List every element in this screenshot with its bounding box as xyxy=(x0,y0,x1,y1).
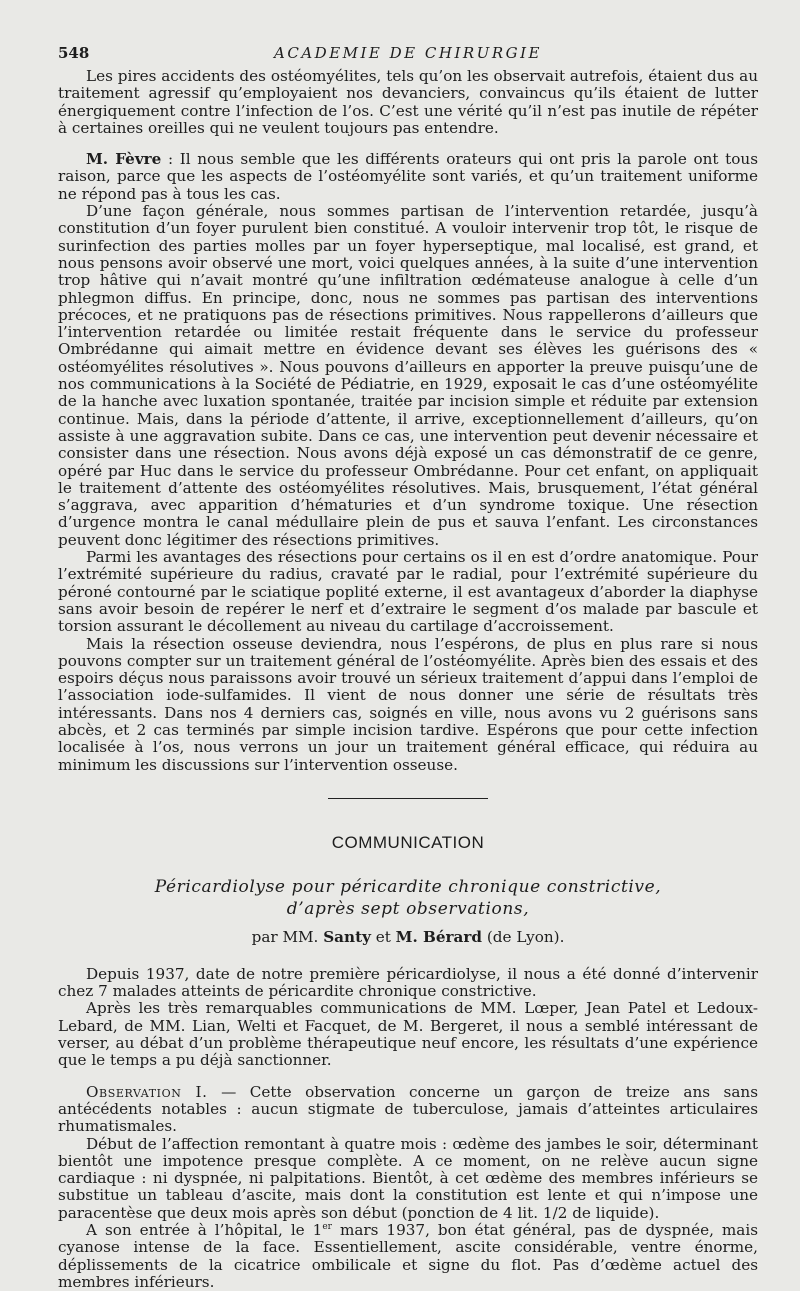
document-page xyxy=(58,38,758,1291)
byline xyxy=(58,928,758,946)
author-berard: M. Bérard xyxy=(395,927,483,946)
journal-title: ACADEMIE DE CHIRURGIE xyxy=(274,44,542,62)
paragraph-fevre-2: D’une façon générale, nous sommes partisan de l’intervention retardée, jusqu’à constitution d’un foyer purulent bien constitué. A vouloir intervenir trop tôt, le risque de surinfection des parties molles par un foyer hyperseptique, mal localisé, est grand, et nous pensons avoir observé une mort, voici quelques années, à la suite d’une intervention trop hâtive qui n’avait montré qu’une infiltration œdémateuse analogue à celle d’un phlegmon diffus. En principe, donc, nous ne sommes pas partisan des interventions précoces, et ne pratiquons pas de résections primitives. Nous rappellerons d’ailleurs que l’intervention retardée ou limitée restait fréquente dans le service du professeur Ombrédanne qui aimait mettre en évidence devant ses élèves les guérisons des « ostéomyélites résolutives ». Nous pouvons d’ailleurs en apporter la preuve puisqu’une de nos communications à la Société de Pédiatrie, en 1929, exposait le cas d’une ostéomyélite de la hanche avec luxation spontanée, traitée par incision simple et réduite par extension continue. Mais, dans la période d’attente, il arrive, exceptionnellement d’ailleurs, qu’on assiste à une aggravation subite. Dans ce cas, une intervention peut devenir nécessaire et consister dans une résection. Nous avons déjà exposé un cas démonstratif de ce genre, opéré par Huc dans le service du professeur Ombrédanne. Pour cet enfant, on appliquait le traitement d’attente des ostéomyélites résolutives. Mais, brusquement, l’état général s’aggrava, avec apparition d’hématuries et d’un syndrome toxique. Une résection d’urgence montra le canal médullaire plein de pus et sauva l’enfant. Les circonstances peuvent donc légitimer des résections primitives. xyxy=(58,202,758,549)
paragraph-fevre-4: Mais la résection osseuse deviendra, nous l’espérons, de plus en plus rare si nous pouvons compter sur un traitement général de l’ostéomyélite. Après bien des essais et des espoirs déçus nous paraissons avoir trouvé un sérieux traitement d’appui dans l’emploi de l’association iode-sulfamides. Il vient de nous donner une série de résultats très intéressants. Dans nos 4 derniers cas, soignés en ville, nous avons vu 2 guérisons sans abcès, et 2 cas terminés par simple incision tardive. Espérons que pour cette infection localisée à l’os, nous verrons un jour un traitement général efficace, qui réduira au minimum les discussions sur l’intervention osseuse. xyxy=(58,634,758,774)
paragraph-observation-2: Début de l’affection remontant à quatre mois : œdème des jambes le soir, déterminant bientôt une impotence presque complète. A ce moment, on ne relève aucun signe cardiaque : ni dyspnée, ni palpitations. Bientôt, à cet œdème des membres inférieurs se substitue un tableau d’ascite, mais dont la constitution est lente et qui n’impose une paracentèse que deux mois après son début (ponction de 4 lit. 1/2 de liquide). xyxy=(58,1134,758,1222)
observation-label: Observation I. xyxy=(86,1082,208,1101)
section-divider xyxy=(328,798,488,799)
byline-prefix: par MM. xyxy=(251,927,324,946)
byline-and: et xyxy=(370,927,396,946)
paragraph-communication-2: Après les très remarquables communications de MM. Lœper, Jean Patel et Ledoux-Lebard, de MM. Lian, Welti et Facquet, de M. Bergeret, il nous a semblé intéressant de verser, au débat d’un problème thérapeutique neuf encore, les résultats d’une expérience que le temps a pu déjà sanctionner. xyxy=(58,999,758,1070)
article-title-line-2: d’après sept observations, xyxy=(286,898,530,919)
paragraph-observation-1-text: — Cette observation concerne un garçon de treize ans sans antécédents notables : aucun stigmate de tuberculose, jamais d’atteintes articulaires rhumatismales. xyxy=(58,1082,758,1136)
byline-suffix: (de Lyon). xyxy=(482,927,565,946)
observation-3-start: A son entrée à l’hôpital, le 1 xyxy=(86,1221,323,1240)
article-title-line-1: Péricardiolyse pour péricardite chronique constrictive, xyxy=(154,876,662,897)
observation-3-rest: mars 1937, bon état général, pas de dyspnée, mais cyanose intense de la face. Essentiellement, ascite considérable, ventre énorme, déplissements de la cicatrice ombilicale et signe du flot. Pas d’œdème actuel des membres inférieurs. xyxy=(58,1221,758,1291)
article-title xyxy=(58,876,758,920)
paragraph-observation-1 xyxy=(58,1084,758,1136)
paragraph-observation-3 xyxy=(58,1222,758,1291)
paragraph-intro: Les pires accidents des ostéomyélites, tels qu’on les observait autrefois, étaient dus au traitement agressif qu’employaient nos devanciers, convaincus qu’ils étaient de lutter énergiquement contre l’infection de l’os. C’est une vérité qu’il n’est pas inutile de répéter à certaines oreilles qui ne veulent toujours pas entendre. xyxy=(58,67,758,137)
author-santy: Santy xyxy=(323,927,371,946)
speaker-name: M. Fèvre xyxy=(86,150,162,169)
paragraph-communication-1: Depuis 1937, date de notre première péricardiolyse, il nous a été donné d’intervenir chez 7 malades atteints de péricardite chronique constrictive. xyxy=(58,964,758,1001)
section-title: COMMUNICATION xyxy=(331,832,485,852)
running-header xyxy=(58,38,758,68)
ordinal-superscript: er xyxy=(322,1221,332,1232)
page-number: 548 xyxy=(58,44,90,62)
paragraph-fevre-1-text: : Il nous semble que les différents orateurs qui ont pris la parole ont tous raison, parce que les aspects de l’ostéomyélite sont variés, et qu’un traitement uniforme ne répond pas à tous les cas. xyxy=(58,150,758,203)
paragraph-fevre-3: Parmi les avantages des résections pour certains os il en est d’ordre anatomique. Pour l’extrémité supérieure du radius, cravaté par le radial, pour l’extrémité supérieure du péroné contourné par le sciatique poplité externe, il est avantageux d’aborder la diaphyse sans avoir besoin de repérer le nerf et d’extraire le segment d’os malade par bascule et torsion assurant le décollement au niveau du cartilage d’accroissement. xyxy=(58,548,758,636)
paragraph-fevre-1 xyxy=(58,151,758,203)
